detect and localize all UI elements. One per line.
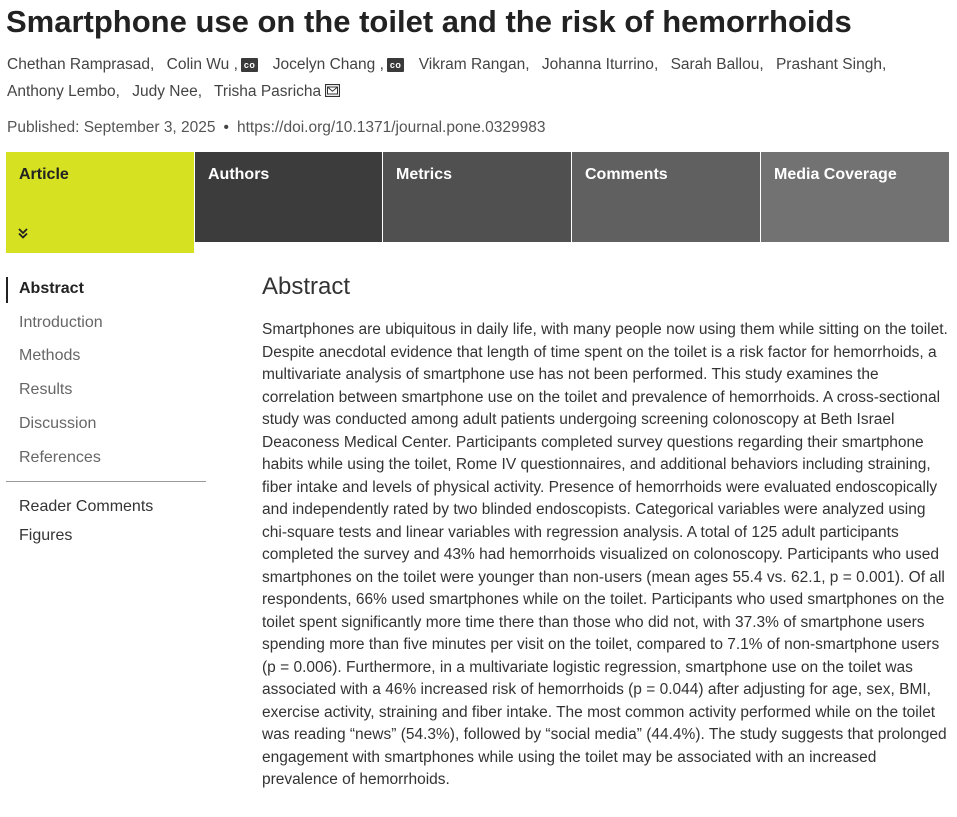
tab-label: Authors — [208, 166, 270, 183]
author-link[interactable]: Vikram Rangan, — [418, 56, 530, 73]
nav-item-results[interactable]: Results — [19, 381, 73, 398]
contributed-equally-icon: co — [241, 58, 259, 72]
tab-label: Metrics — [396, 166, 453, 183]
publication-info — [7, 117, 546, 139]
author-link[interactable]: Prashant Singh, — [775, 56, 887, 73]
author-list — [7, 51, 947, 105]
author-link[interactable]: Chethan Ramprasad, — [7, 56, 155, 73]
chevron-double-down-icon[interactable] — [16, 226, 30, 240]
author-name: Vikram Rangan — [418, 56, 526, 73]
author-name: Prashant Singh — [775, 56, 882, 73]
tab-label: Article — [19, 166, 69, 183]
author-name: Chethan Ramprasad — [7, 56, 151, 73]
nav-item-abstract[interactable]: Abstract — [6, 279, 206, 299]
tab-media-coverage[interactable] — [761, 152, 949, 242]
section-nav — [6, 276, 206, 546]
author-link[interactable]: Judy Nee, — [132, 83, 202, 100]
tab-label: Media Coverage — [774, 166, 897, 183]
author-link[interactable]: Anthony Lembo, — [7, 83, 120, 100]
author-link[interactable]: Jocelyn Chang , co — [273, 56, 407, 73]
published-date: Published: September 3, 2025 — [7, 119, 216, 136]
author-name: Judy Nee — [132, 83, 198, 100]
nav-divider — [6, 481, 206, 482]
author-name: Anthony Lembo — [7, 83, 116, 100]
section-heading: Abstract — [262, 273, 351, 300]
author-link[interactable]: Johanna Iturrino, — [541, 56, 659, 73]
author-name: Trisha Pasricha — [214, 83, 322, 100]
article-tabs — [6, 152, 949, 253]
author-name: Jocelyn Chang — [272, 56, 376, 73]
author-link[interactable]: Sarah Ballou, — [670, 56, 764, 73]
nav-item-introduction[interactable]: Introduction — [19, 314, 103, 331]
contributed-equally-icon: co — [387, 58, 405, 72]
tab-comments[interactable] — [572, 152, 760, 242]
nav-item-methods[interactable]: Methods — [19, 347, 81, 364]
article-title: Smartphone use on the toilet and the risk of hemorrhoids — [6, 4, 852, 39]
nav-item-reader-comments[interactable]: Reader Comments — [19, 498, 154, 515]
tab-label: Comments — [585, 166, 668, 183]
nav-item-discussion[interactable]: Discussion — [19, 415, 97, 432]
envelope-icon[interactable] — [325, 84, 340, 97]
author-link[interactable] — [214, 83, 321, 100]
tab-authors[interactable] — [195, 152, 382, 242]
author-name: Sarah Ballou — [670, 56, 760, 73]
tab-article[interactable] — [6, 152, 194, 253]
abstract-paragraph: Smartphones are ubiquitous in daily life, with many people now using them while sitting on the toilet. Despite anecdotal evidence that length of time spent on the toilet is a risk factor for hemorrhoids, a multivariate analysis of smartphone use has not been performed. This study examines the correlation between smartphone use on the toilet and prevalence of hemorrhoids. A cross-sectional study was conducted among adult patients undergoing screening colonoscopy at Beth Israel Deaconess Medical Center. Participants completed survey questions regarding their smartphone habits while using the toilet, Rome IV questionnaires, and additional behaviors including straining, fiber intake and levels of physical activity. Presence of hemorrhoids were evaluated endoscopically and independently rated by two blinded endoscopists. Categorical variables were analyzed using chi-square tests and linear variables with regression analysis. A total of 125 adult participants completed the survey and 43% had hemorrhoids visualized on colonoscopy. Participants who used smartphones on the toilet were younger than non-users (mean ages 55.4 vs. 62.1, p = 0.001). Of all respondents, 66% used smartphones while on the toilet. Participants who used smartphones on the toilet spent significantly more time there than those who did not, with 37.3% of smartphone users spending more than five minutes per visit on the toilet, compared to 7.1% of non-smartphone users (p = 0.006). Furthermore, in a multivariate logistic regression, smartphone use on the toilet was associated with a 46% increased risk of hemorrhoids (p = 0.044) after adjusting for age, sex, BMI, exercise activity, straining and fiber intake. The most common activity performed while on the toilet was reading “news” (54.3%), followed by “social media” (44.4%). The study suggests that prolonged engagement with smartphones while using the toilet may be associated with an increased prevalence of hemorrhoids. — [262, 321, 948, 788]
author-name: Colin Wu — [166, 56, 230, 73]
nav-item-figures[interactable]: Figures — [19, 527, 73, 544]
separator-bullet: • — [223, 119, 229, 136]
nav-item-references[interactable]: References — [19, 449, 101, 466]
tab-metrics[interactable] — [383, 152, 571, 242]
author-link[interactable]: Colin Wu , co — [167, 56, 261, 73]
doi-link[interactable]: https://doi.org/10.1371/journal.pone.0329983 — [236, 119, 546, 136]
author-name: Johanna Iturrino — [541, 56, 654, 73]
